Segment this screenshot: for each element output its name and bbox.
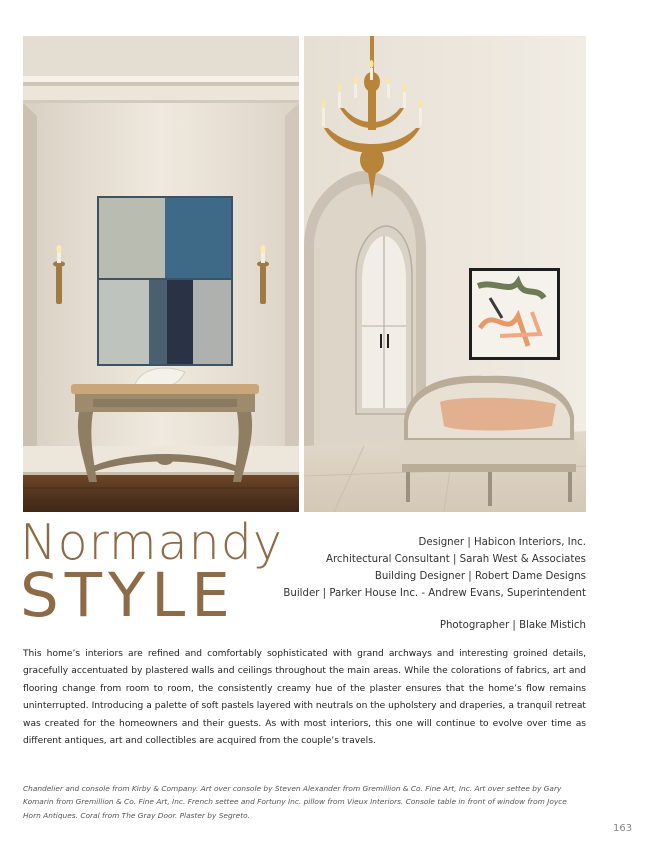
credits-spacer — [283, 602, 586, 617]
page-number: 163 — [613, 823, 633, 834]
credit-builder: Builder | Parker House Inc. - Andrew Evans, Superintendent — [283, 588, 586, 599]
credits-block — [283, 534, 586, 634]
credit-photographer: Photographer | Blake Mistich — [439, 620, 586, 631]
credit-architectural-consultant: Architectural Consultant | Sarah West & Associates — [326, 554, 586, 565]
photo-caption: Chandelier and console from Kirby & Company. Art over console by Steven Alexander from Gremillion & Co. Fine Art, Inc. Art over settee by Gary Komarin from Gremillion & Co. Fine Art, Inc. French settee and Fortuny Inc. pillow from Vieux Interiors. Console table in front of window from Joyce Horn Antiques. Coral from The Gray Door. Plaster by Segreto. — [23, 784, 567, 820]
photo-entry-console — [23, 36, 299, 512]
article-title-line1: Normandy — [20, 514, 283, 571]
article-title-line2: STYLE — [20, 560, 236, 631]
photo-hallway-settee — [304, 36, 586, 512]
hallway-settee-illustration — [304, 36, 586, 512]
entry-console-illustration — [23, 36, 299, 512]
article-body: This home’s interiors are refined and comfortably sophisticated with grand archways and interesting groined details, gracefully accentuated by plastered walls and ceilings throughout the main areas. While the colorations of fabrics, art and flooring change from room to room, the consistently creamy hue of the plaster ensures that the home’s flow remains uninterrupted. Introducing a palette of soft pastels layered with neutrals on the upholstery and draperies, a tranquil retreat was created for the homeowners and their guests. As with most interiors, this one will continue to evolve over time as different antiques, art and collectibles are acquired from the couple’s travels. — [23, 649, 586, 747]
credit-designer: Designer | Habicon Interiors, Inc. — [418, 537, 586, 548]
credit-building-designer: Building Designer | Robert Dame Designs — [374, 571, 586, 582]
